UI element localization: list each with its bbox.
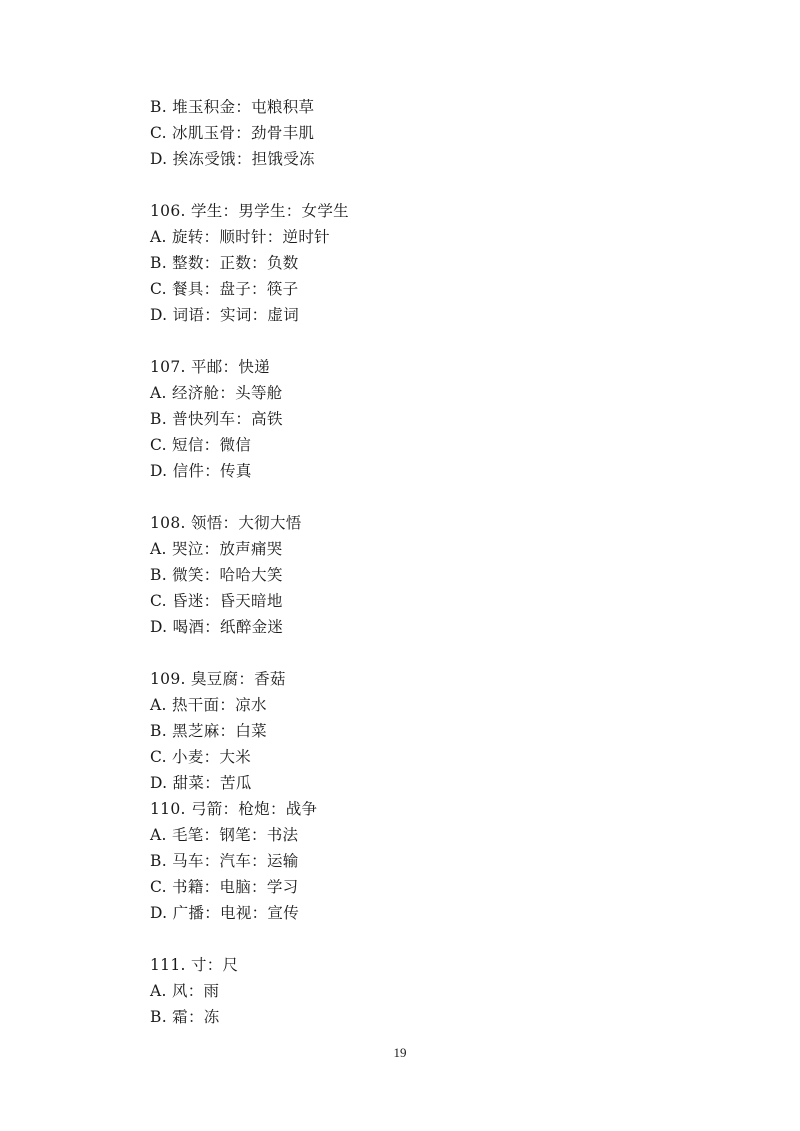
page-number: 19 bbox=[393, 1045, 407, 1060]
blank-line bbox=[150, 172, 710, 198]
text-line: D. 广播：电视：宣传 bbox=[150, 904, 300, 922]
text-line: C. 冰肌玉骨：劲骨丰肌 bbox=[150, 124, 315, 142]
text-line: B. 马车：汽车：运输 bbox=[150, 852, 299, 870]
text-line: D. 词语：实词：虚词 bbox=[150, 306, 300, 324]
text-line: A. 热干面：凉水 bbox=[150, 696, 267, 714]
text-line: A. 哭泣：放声痛哭 bbox=[150, 540, 283, 558]
text-line: B. 黑芝麻：白菜 bbox=[150, 722, 267, 740]
text-line: 109. 臭豆腐：香菇 bbox=[150, 670, 286, 688]
text-line: B. 整数：正数：负数 bbox=[150, 254, 299, 272]
text-line: A. 旋转：顺时针：逆时针 bbox=[150, 228, 330, 246]
text-line: C. 小麦：大米 bbox=[150, 748, 252, 766]
text-line: B. 堆玉积金：屯粮积草 bbox=[150, 98, 315, 116]
text-line: C. 餐具：盘子：筷子 bbox=[150, 280, 299, 298]
text-line: 107. 平邮：快递 bbox=[150, 358, 270, 376]
text-line: 108. 领悟：大彻大悟 bbox=[150, 514, 302, 532]
text-line: D. 喝酒：纸醉金迷 bbox=[150, 618, 284, 636]
blank-line bbox=[150, 926, 710, 952]
text-line: B. 微笑：哈哈大笑 bbox=[150, 566, 283, 584]
text-line: 110. 弓箭：枪炮：战争 bbox=[150, 800, 318, 818]
text-line: 111. 寸：尺 bbox=[150, 956, 239, 974]
text-line: C. 昏迷：昏天暗地 bbox=[150, 592, 283, 610]
text-line: A. 毛笔：钢笔：书法 bbox=[150, 826, 299, 844]
text-line: 106. 学生：男学生：女学生 bbox=[150, 202, 349, 220]
text-line: B. 普快列车：高铁 bbox=[150, 410, 283, 428]
text-line: D. 信件：传真 bbox=[150, 462, 252, 480]
text-line: C. 书籍：电脑：学习 bbox=[150, 878, 299, 896]
text-line: A. 风：雨 bbox=[150, 982, 220, 1000]
text-line: D. 挨冻受饿：担饿受冻 bbox=[150, 150, 315, 168]
text-line: A. 经济舱：头等舱 bbox=[150, 384, 283, 402]
text-line: B. 霜：冻 bbox=[150, 1008, 220, 1026]
text-line: D. 甜菜：苦瓜 bbox=[150, 774, 252, 792]
text-line: C. 短信：微信 bbox=[150, 436, 252, 454]
question-text-block bbox=[150, 94, 710, 1030]
blank-line bbox=[150, 640, 710, 666]
blank-line bbox=[150, 328, 710, 354]
blank-line bbox=[150, 484, 710, 510]
